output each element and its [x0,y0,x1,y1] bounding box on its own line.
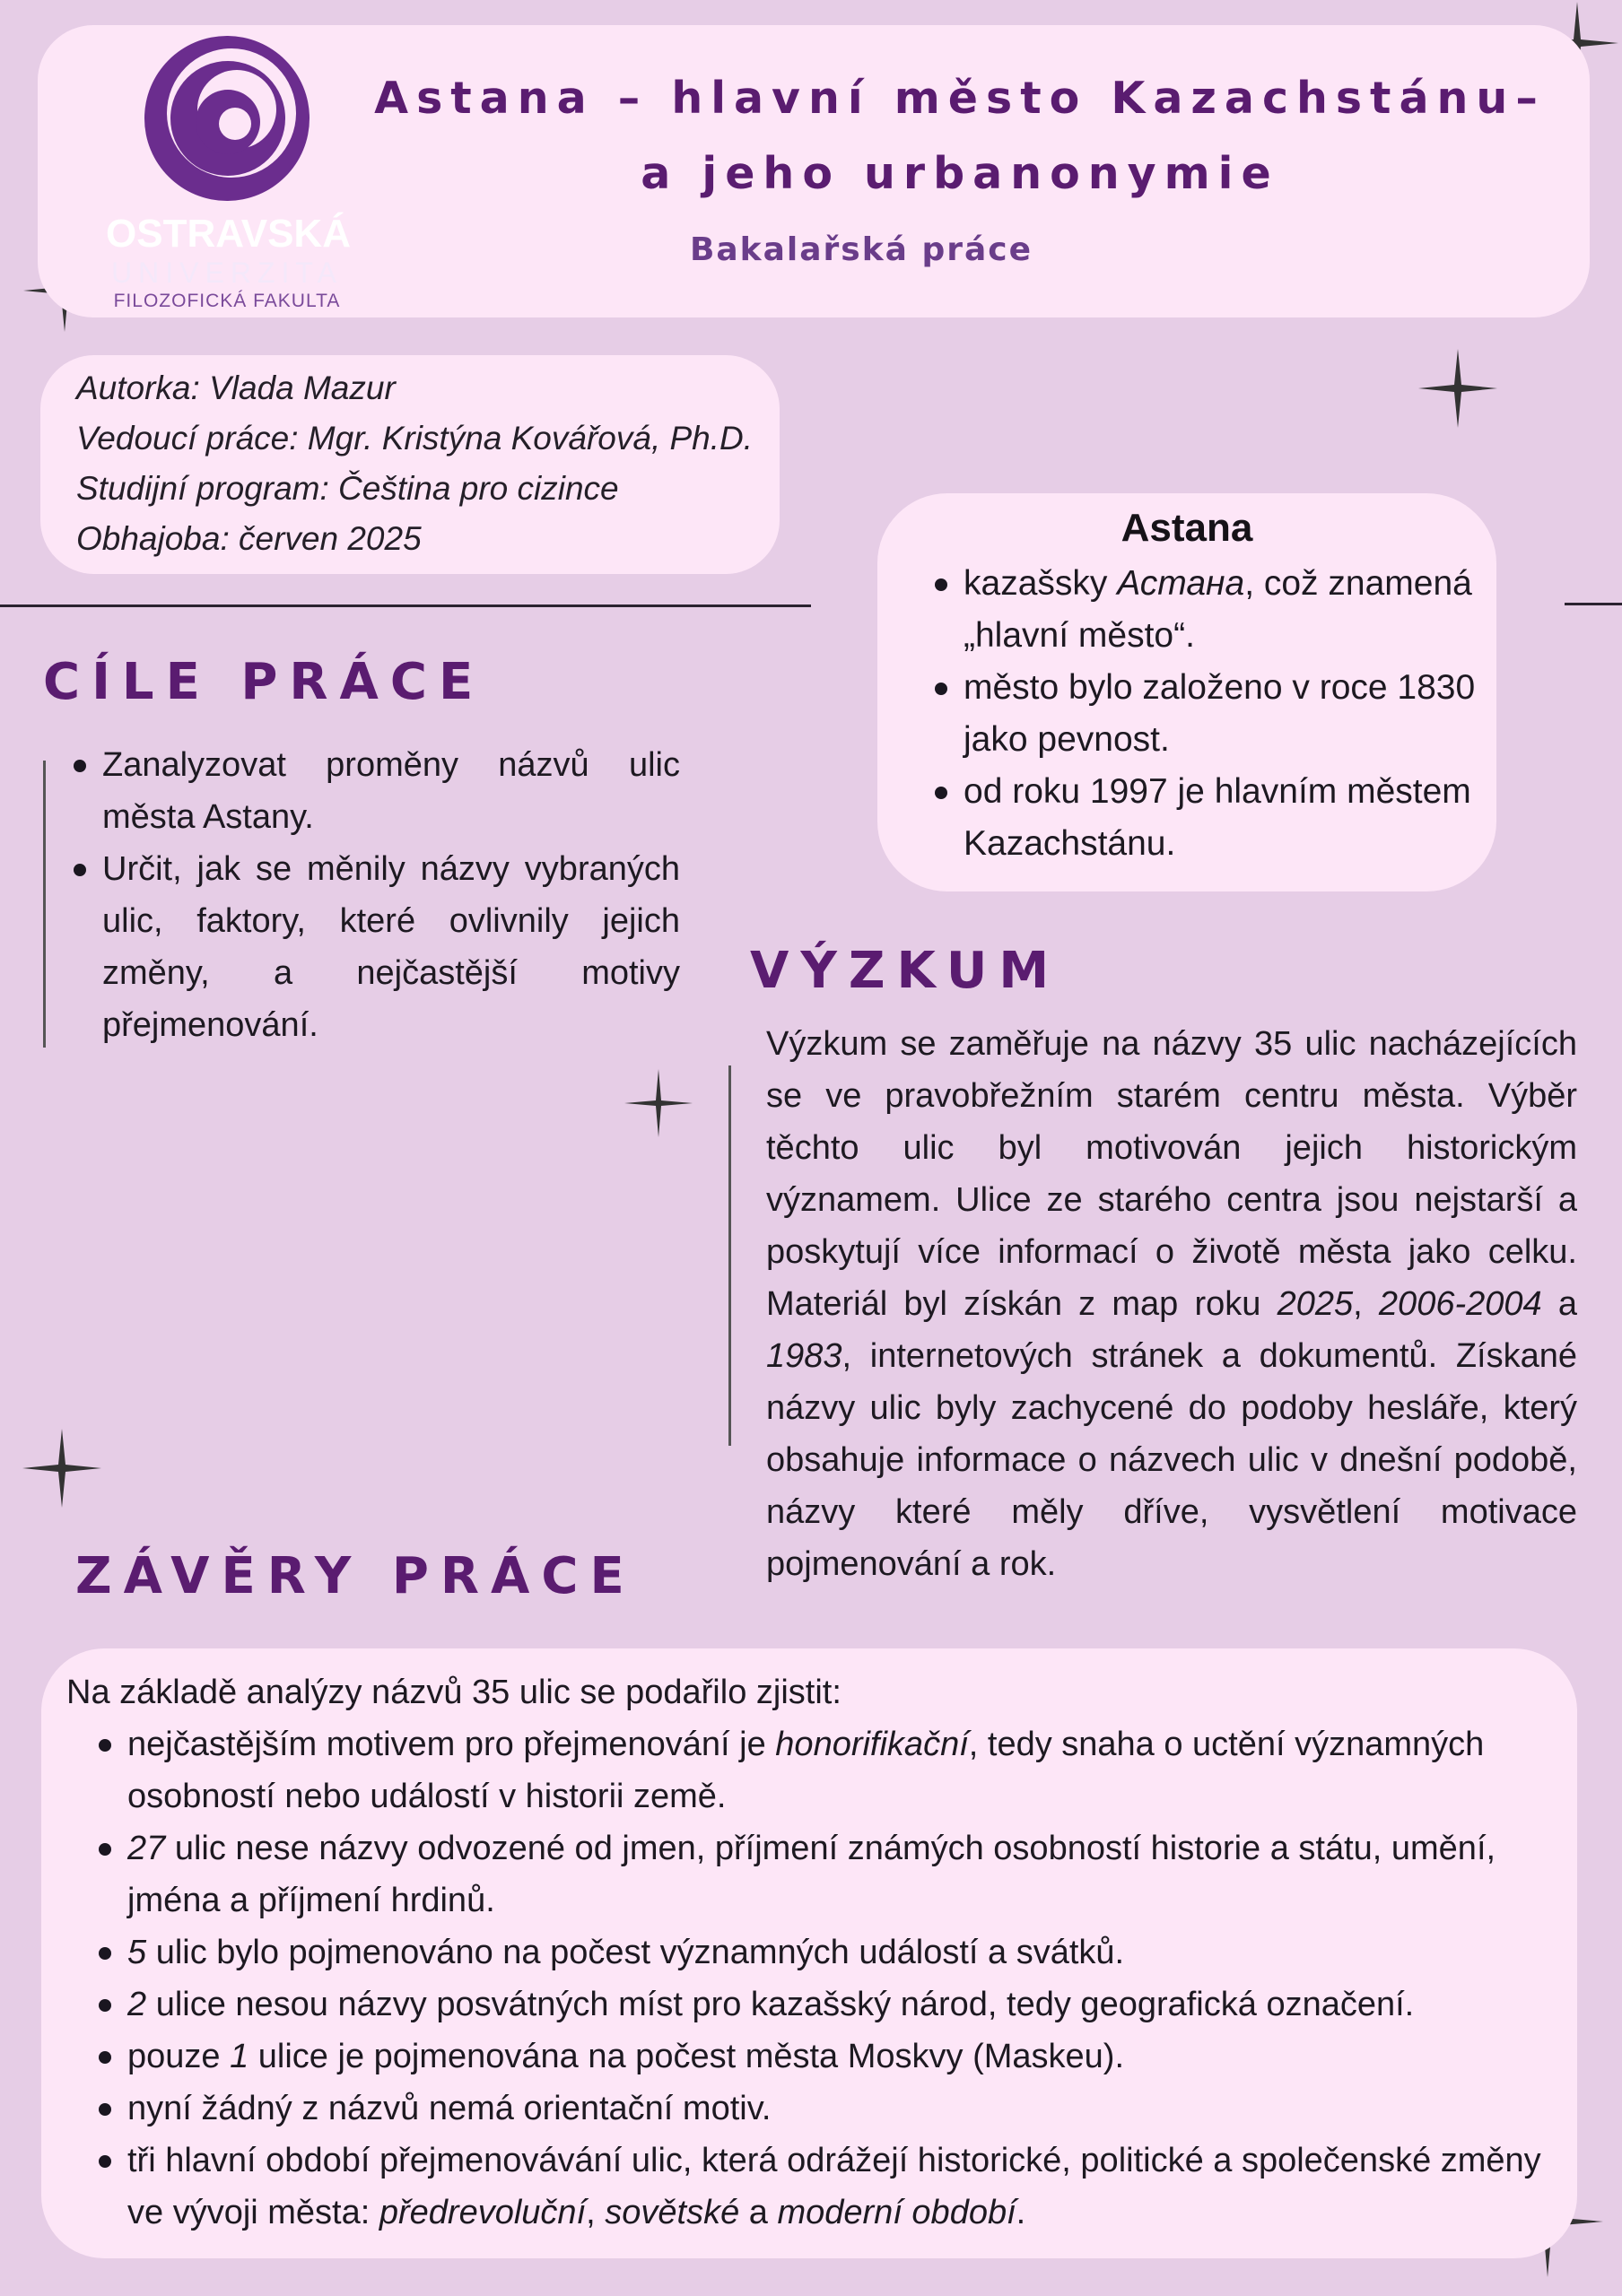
research-heading: VÝZKUM [750,942,1061,1000]
title-line-1: Astana – hlavní město Kazachstánu– [374,73,1546,124]
page-subtitle: Bakalařská práce [689,231,1033,268]
list-item: 27 ulic nese názvy odvozené od jmen, příjmení známých osobností historie a státu, umění, jména a příjmení hrdinů. [95,1822,1584,1926]
research-accent-bar [728,1065,731,1446]
logo-university: UNIVERZITA [111,257,343,289]
research-paragraph: Výzkum se zaměřuje na názvy 35 ulic nacházejících se ve pravobřežním starém centru města. Výběr těchto ulic byl motivován jejich historickým významem. Ulice ze starého centra jsou nejstarší a poskytují více informací o životě města jako celku. Materiál byl získán z map roku 2025, 2006-2004 a 1983, internetových stránek a dokumentů. Získané názvy ulic byly zachycené do podoby hesláře, který obsahuje informace o názvech ulic v dnešní podobě, názvy které měly dříve, vysvětlení motivace pojmenování a rok. [766,1025,1577,1583]
list-item: Určit, jak se měnily názvy vybraných ulic, faktory, které ovlivnily jejich změny, a nejčastější motivy přejmenování. [70,843,680,1051]
program-line: Studijní program: Čeština pro cizince [76,470,619,507]
divider-line [0,604,811,607]
astana-title: Astana [1121,506,1253,550]
goals-accent-bar [43,761,46,1048]
list-item: od roku 1997 je hlavním městem Kazachstánu. [931,766,1478,870]
goals-heading: CÍLE PRÁCE [43,653,485,711]
title-line-2: a jeho urbanonymie [641,148,1279,199]
logo-name: OSTRAVSKÁ [106,212,351,256]
astana-facts-list [931,558,1478,870]
list-item: nejčastějším motivem pro přejmenování je honorifikační, tedy snaha o uctění významných osobností nebo událostí v historii země. [95,1718,1584,1822]
info-panel [40,355,780,574]
list-item: pouze 1 ulice je pojmenována na počest města Moskvy (Maskeu). [95,2031,1584,2083]
sparkle-star-icon [623,1067,694,1139]
sparkle-star-icon [1417,348,1498,429]
astana-panel [877,493,1496,891]
university-logo [106,27,351,314]
sparkle-star-icon [22,1428,102,1509]
spiral-logo-icon [106,27,348,215]
goals-list [70,739,680,1051]
logo-faculty: FILOZOFICKÁ FAKULTA [113,291,341,311]
author-line: Autorka: Vlada Mazur [76,370,396,406]
defense-line: Obhajoba: červen 2025 [76,520,422,557]
divider-line [1565,603,1622,605]
conclusions-list [95,1718,1584,2239]
list-item: tři hlavní období přejmenovávání ulic, která odrážejí historické, politické a společenské změny ve vývoji města: předrevoluční, sovětské a moderní období. [95,2135,1584,2239]
conclusions-heading: ZÁVĚRY PRÁCE [75,1547,636,1605]
list-item: 2 ulice nesou názvy posvátných míst pro kazašský národ, tedy geografická označení. [95,1979,1584,2031]
list-item: Zanalyzovat proměny názvů ulic města Astany. [70,739,680,843]
supervisor-line: Vedoucí práce: Mgr. Kristýna Kovářová, Ph.D. [76,420,754,457]
page-title [332,61,1588,212]
list-item: město bylo založeno v roce 1830 jako pevnost. [931,662,1478,766]
conclusions-intro: Na základě analýzy názvů 35 ulic se podařilo zjistit: [66,1674,842,1711]
list-item: kazašsky Астана, což znamená „hlavní město“. [931,558,1478,662]
list-item: 5 ulic bylo pojmenováno na počest významných událostí a svátků. [95,1926,1584,1979]
list-item: nyní žádný z názvů nemá orientační motiv. [95,2083,1584,2135]
